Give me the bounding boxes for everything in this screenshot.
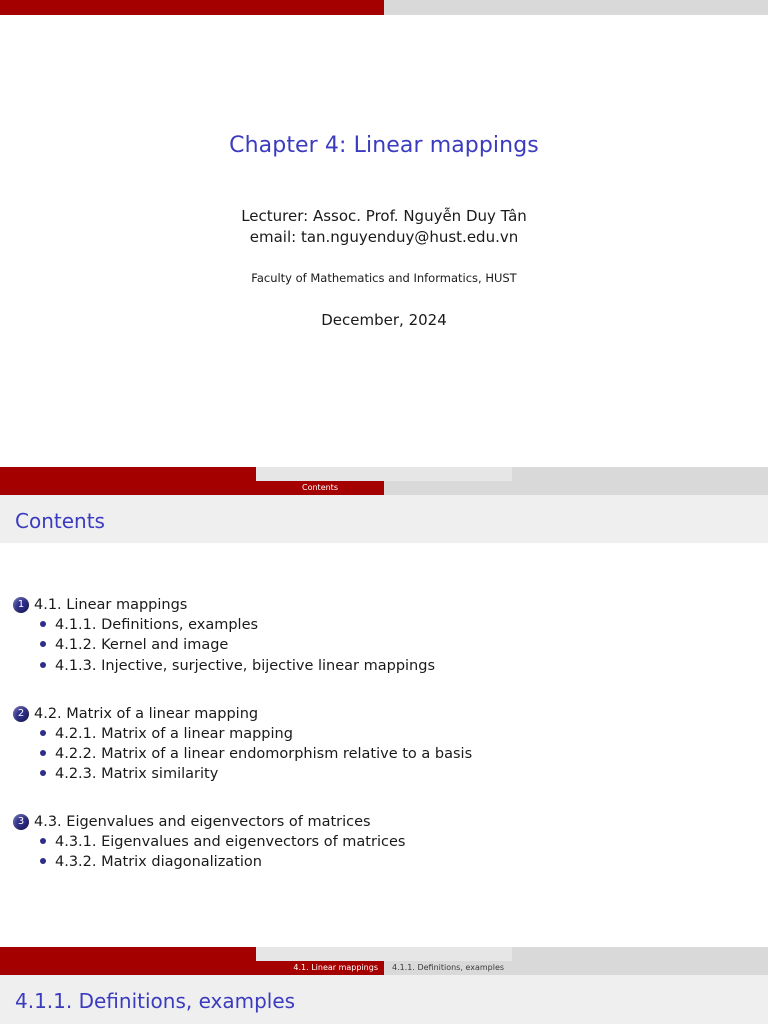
toc-item[interactable]: [40, 637, 228, 653]
bullet-icon: [40, 770, 46, 776]
slide2-header-bar-far-right: [512, 467, 768, 481]
slide3-header-bar-mid-top: [256, 947, 512, 961]
slide2-header-bar-right: [384, 481, 768, 495]
slide3-title: 4.1.1. Definitions, examples: [15, 989, 296, 1013]
section-number-badge: 2: [13, 706, 29, 722]
toc-item-label: 4.2.2. Matrix of a linear endomorphism relative to a basis: [55, 746, 473, 762]
slide2-header-label[interactable]: Contents: [256, 481, 384, 495]
bullet-icon: [40, 838, 46, 844]
bullet-icon: [40, 621, 46, 627]
slide1-date: December, 2024: [321, 311, 447, 329]
section-number-badge: 3: [13, 814, 29, 830]
toc-section-label: 4.3. Eigenvalues and eigenvectors of matrices: [34, 814, 371, 830]
bullet-icon: [40, 858, 46, 864]
slide2-title-band: [0, 495, 768, 543]
toc-section-label: 4.2. Matrix of a linear mapping: [34, 706, 259, 722]
toc-section-2[interactable]: [13, 706, 258, 722]
toc-item-label: 4.2.1. Matrix of a linear mapping: [55, 726, 293, 742]
slide3-header-bar-far-right: [512, 947, 768, 961]
toc-item[interactable]: [40, 658, 435, 674]
bullet-icon: [40, 730, 46, 736]
slide1-author-block: [0, 206, 768, 248]
bullet-icon: [40, 750, 46, 756]
toc-item-label: 4.1.3. Injective, surjective, bijective linear mappings: [55, 658, 435, 674]
toc-item-label: 4.3.2. Matrix diagonalization: [55, 854, 262, 870]
toc-item-label: 4.1.1. Definitions, examples: [55, 617, 259, 633]
toc-item[interactable]: [40, 726, 293, 742]
toc-item-label: 4.1.2. Kernel and image: [55, 637, 229, 653]
toc-item-label: 4.3.1. Eigenvalues and eigenvectors of matrices: [55, 834, 406, 850]
slide1-faculty: Faculty of Mathematics and Informatics, HUST: [251, 271, 517, 285]
slide2-header-bar-mid-top: [256, 467, 512, 481]
toc-section-3[interactable]: [13, 814, 371, 830]
toc-item[interactable]: [40, 834, 405, 850]
slide1-top-bar-right: [384, 0, 768, 15]
toc-item[interactable]: [40, 746, 472, 762]
slide2-title: Contents: [15, 509, 105, 533]
slide3-header-section[interactable]: 4.1. Linear mappings: [293, 963, 378, 972]
toc-section-label: 4.1. Linear mappings: [34, 597, 188, 613]
section-number-badge: 1: [13, 597, 29, 613]
toc-section-1[interactable]: [13, 597, 187, 613]
slide3-header-subsection[interactable]: 4.1.1. Definitions, examples: [392, 963, 505, 972]
slide3-header-bar-left: [0, 947, 256, 975]
toc-item[interactable]: [40, 854, 262, 870]
slide2-header-bar-left: [0, 467, 256, 495]
toc-item-label: 4.2.3. Matrix similarity: [55, 766, 219, 782]
slide1-title: Chapter 4: Linear mappings: [229, 133, 539, 158]
slide1-top-bar-left: [0, 0, 384, 15]
toc-item[interactable]: [40, 617, 258, 633]
slide1-email: email: tan.nguyenduy@hust.edu.vn: [249, 228, 519, 246]
bullet-icon: [40, 662, 46, 668]
slide1-lecturer: Lecturer: Assoc. Prof. Nguyễn Duy Tân: [241, 207, 527, 225]
toc-item[interactable]: [40, 766, 218, 782]
bullet-icon: [40, 641, 46, 647]
